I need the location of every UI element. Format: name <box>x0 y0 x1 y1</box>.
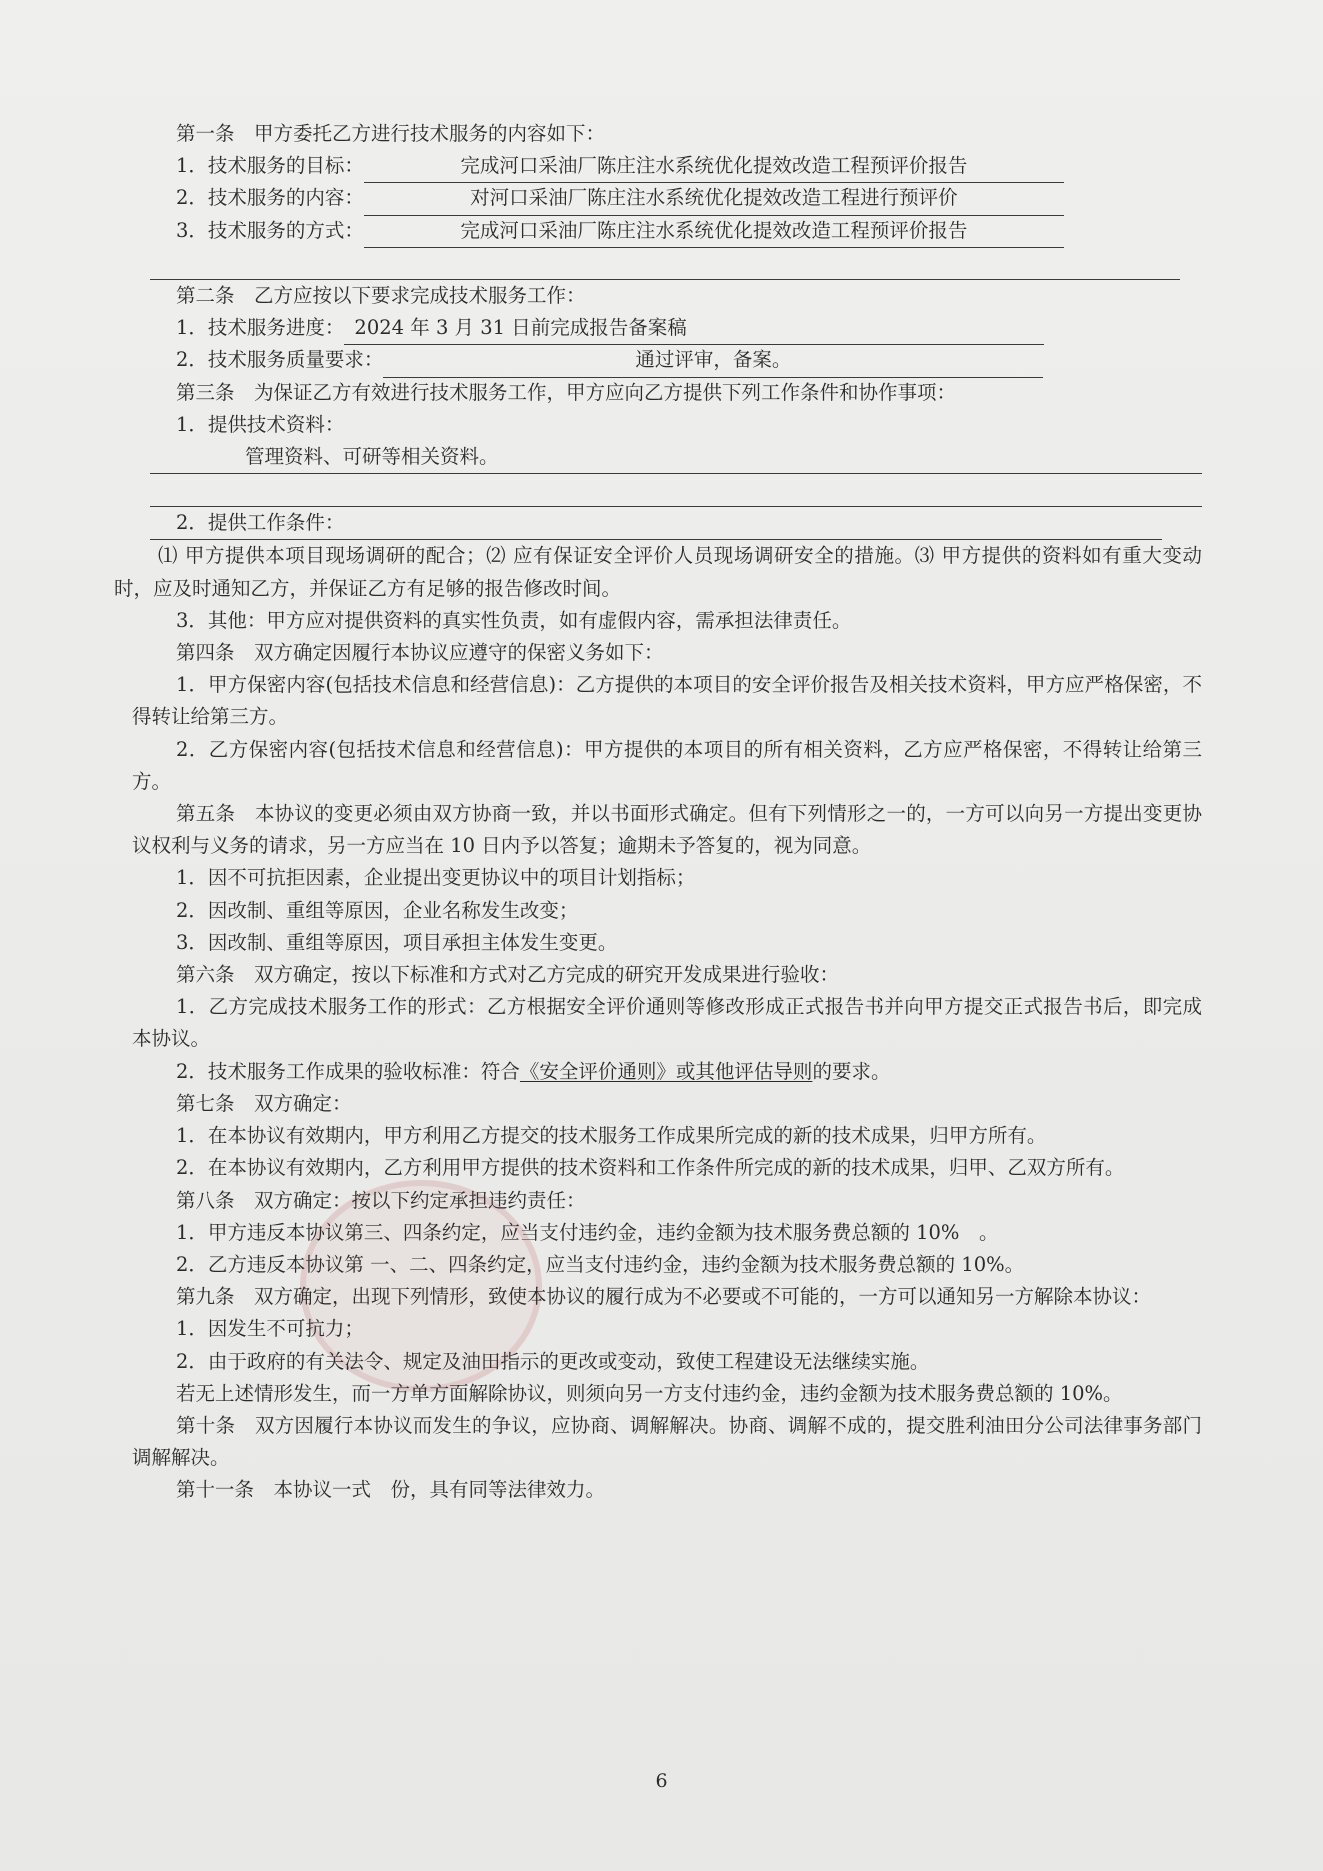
article-3-item-3-text: 3．其他：甲方应对提供资料的真实性负责，如有虚假内容，需承担法律责任。 <box>176 608 852 632</box>
article-6-heading: 第六条 双方确定，按以下标准和方式对乙方完成的研究开发成果进行验收： <box>176 963 840 987</box>
article-8-item-2: 2．乙方违反本协议第 一、二、四条约定，应当支付违约金，违约金额为技术服务费总额的 10%。 <box>176 1252 1025 1276</box>
article-1-item-2 <box>132 182 1202 214</box>
article-5-item-3: 3．因改制、重组等原因，项目承担主体发生变更。 <box>176 930 618 954</box>
article-2-item-1 <box>132 312 1202 344</box>
item-label: 2．技术服务质量要求： <box>176 348 384 372</box>
article-1-heading: 第一条 甲方委托乙方进行技术服务的内容如下： <box>176 122 606 145</box>
filled-value: 完成河口采油厂陈庄注水系统优化提效改造工程预评价报告 <box>364 150 1064 183</box>
article-5-item-1: 1．因不可抗拒因素，企业提出变更协议中的项目计划指标； <box>176 866 696 890</box>
article-11-text: 第十一条 本协议一式 份，具有同等法律效力。 <box>176 1478 606 1502</box>
article-8-heading: 第八条 双方确定：按以下约定承担违约责任： <box>176 1188 586 1212</box>
blank-fill-line <box>150 474 1202 507</box>
article-2-item-2 <box>132 344 1202 376</box>
article-7-item-1: 1．在本协议有效期内，甲方利用乙方提交的技术服务工作成果所完成的新的技术成果，归甲方所有。 <box>176 1124 1047 1148</box>
page-number: 6 <box>655 1770 668 1792</box>
blank-fill-line <box>150 247 1180 280</box>
article-9-item-2: 2．由于政府的有关法令、规定及油田指示的更改或变动，致使工程建设无法继续实施。 <box>176 1349 930 1373</box>
article-9-extra: 若无上述情形发生，而一方单方面解除协议，则须向另一方支付违约金，违约金额为技术服务费总额的 10%。 <box>176 1381 1123 1405</box>
article-4-item-2: 2．乙方保密内容(包括技术信息和经营信息)：甲方提供的本项目的所有相关资料，乙方应严格保密，不得转让给第三方。 <box>132 737 1202 793</box>
article-9-item-1: 1．因发生不可抗力； <box>176 1317 364 1341</box>
article-9-text: 第九条 双方确定，出现下列情形，致使本协议的履行成为不必要或不可能的，一方可以通知另一方解除本协议： <box>176 1285 1152 1309</box>
article-1-item-1 <box>132 150 1202 182</box>
filled-value: 完成河口采油厂陈庄注水系统优化提效改造工程预评价报告 <box>364 215 1064 248</box>
underlined-standard: 《安全评价通则》或其他评估导则 <box>519 1059 813 1083</box>
article-5-text: 第五条 本协议的变更必须由双方协商一致，并以书面形式确定。但有下列情形之一的，一方可以向另一方提出变更协议权利与义务的请求，另一方应当在 10 日内予以答复；逾期未予答复的，视为同意。 <box>132 802 1202 858</box>
item-label: 1．技术服务进度： <box>176 316 345 340</box>
filled-value: 管理资料、可研等相关资料。 <box>245 444 499 468</box>
filled-value: 对河口采油厂陈庄注水系统优化提效改造工程进行预评价 <box>364 182 1064 215</box>
filled-value: 通过评审，备案。 <box>383 344 1043 377</box>
article-5-item-2: 2．因改制、重组等原因，企业名称发生改变； <box>176 898 579 922</box>
article-3-heading: 第三条 为保证乙方有效进行技术服务工作，甲方应向乙方提供下列工作条件和协作事项： <box>176 380 957 404</box>
article-6-item-1: 1．乙方完成技术服务工作的形式：乙方根据安全评价通则等修改形成正式报告书并向甲方提交正式报告书后，即完成本协议。 <box>132 995 1202 1051</box>
item-label: 1．技术服务的目标： <box>176 154 364 178</box>
article-1-item-3 <box>132 215 1202 247</box>
item-text: 2．技术服务工作成果的验收标准：符合 <box>176 1059 520 1083</box>
article-3-item-2-text: ⑴ 甲方提供本项目现场调研的配合；⑵ 应有保证安全评价人员现场调研安全的措施。⑶ 甲方提供的资料如有重大变动时，应及时通知乙方，并保证乙方有足够的报告修改时间。 <box>114 544 1202 600</box>
article-7-item-2: 2．在本协议有效期内，乙方利用甲方提供的技术资料和工作条件所完成的新的技术成果，归甲、乙双方所有。 <box>176 1156 1125 1180</box>
contract-body <box>114 118 1202 1507</box>
item-text: 的要求。 <box>812 1059 891 1083</box>
article-6-item-2 <box>132 1056 1202 1088</box>
article-3-item-2-label: 2．提供工作条件： <box>150 507 1162 540</box>
article-10-text: 第十条 双方因履行本协议而发生的争议，应协商、调解解决。协商、调解不成的，提交胜利油田分公司法律事务部门调解解决。 <box>132 1413 1202 1470</box>
article-8-item-1: 1．甲方违反本协议第三、四条约定，应当支付违约金，违约金额为技术服务费总额的 10% 。 <box>176 1220 999 1244</box>
article-4-item-1: 1．甲方保密内容(包括技术信息和经营信息)：乙方提供的本项目的安全评价报告及相关技术资料，甲方应严格保密，不得转让给第三方。 <box>132 673 1202 729</box>
article-2-heading: 第二条 乙方应按以下要求完成技术服务工作： <box>176 283 586 307</box>
item-label: 2．技术服务的内容： <box>176 186 364 210</box>
article-4-heading: 第四条 双方确定因履行本协议应遵守的保密义务如下： <box>176 641 664 665</box>
item-label: 3．技术服务的方式： <box>176 218 364 242</box>
article-3-item-1-value-line <box>150 441 1202 474</box>
article-3-item-1-label: 1．提供技术资料： <box>176 412 345 436</box>
filled-value: 2024 年 3 月 31 日前完成报告备案稿 <box>344 312 1044 345</box>
article-7-heading: 第七条 双方确定： <box>176 1091 352 1115</box>
